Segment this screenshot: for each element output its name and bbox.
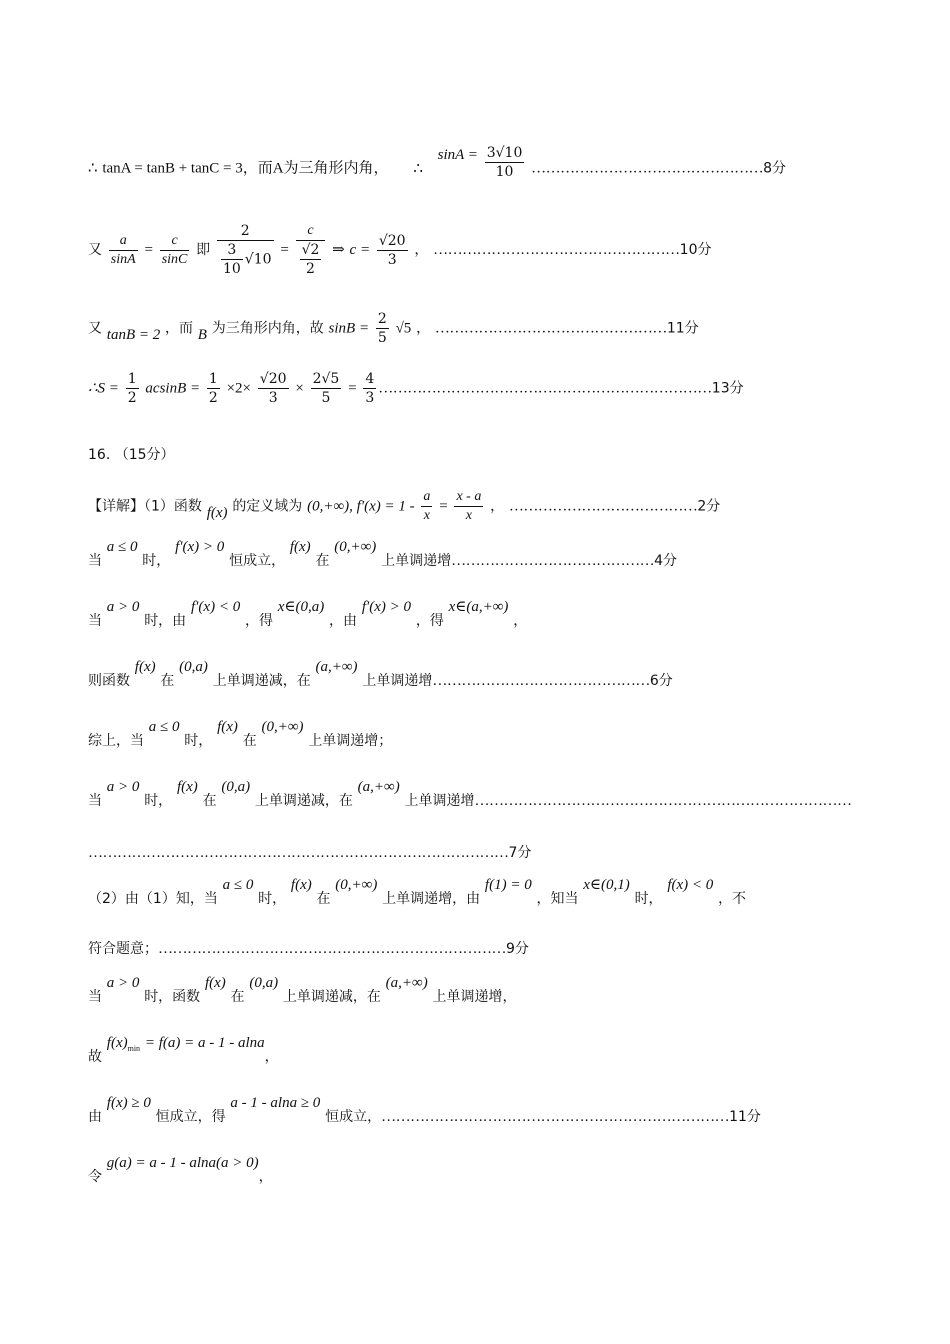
text: 在 <box>242 733 257 749</box>
text: 上单调递增 <box>362 673 433 689</box>
den: 2 <box>127 390 137 406</box>
fraction <box>258 370 289 407</box>
math: tanB = 2 <box>106 326 161 343</box>
math: (0,a) <box>221 779 251 795</box>
comma: ， <box>490 498 505 515</box>
text: 上单调递减，在 <box>282 989 381 1005</box>
fraction <box>377 232 408 269</box>
text: ，得 <box>415 613 444 629</box>
comma: ， <box>416 320 431 337</box>
score: 2分 <box>697 498 721 515</box>
math: f(x) <box>217 719 238 735</box>
text: 当 <box>88 613 102 629</box>
text: 在 <box>230 989 245 1005</box>
text: ，由 <box>329 613 358 629</box>
text: 恒成立， <box>229 553 286 569</box>
dots: ……………………………………… <box>432 673 650 689</box>
dots: …………………………………………………………………………… <box>88 845 509 861</box>
math: f(x) <box>176 779 198 795</box>
text: ，而 <box>165 320 194 337</box>
den: 5 <box>377 330 387 346</box>
dots: ………………………………………… <box>531 160 764 177</box>
fraction <box>296 222 326 278</box>
num: √20 <box>259 371 287 387</box>
math: a > 0 <box>106 779 140 795</box>
text: ，不 <box>718 891 747 907</box>
text: 由 <box>88 1109 102 1125</box>
line-10 <box>88 719 393 751</box>
math: f′(x) < 0 <box>190 599 241 615</box>
num: 1 <box>208 371 218 387</box>
text: 时， <box>142 553 171 569</box>
num: 4 <box>365 371 375 387</box>
line-13 <box>88 877 747 909</box>
fraction <box>221 241 243 278</box>
text: 综上，当 <box>88 733 144 749</box>
math: sinA = <box>437 146 478 163</box>
score: 10分 <box>679 242 712 258</box>
text: 时， <box>634 891 663 907</box>
den: 3 <box>365 390 375 406</box>
line-4 <box>88 370 744 407</box>
num: 2 <box>377 311 387 327</box>
text: 时， <box>144 793 173 809</box>
score: 4分 <box>654 553 678 569</box>
question-number: 16. （15分） <box>88 447 175 463</box>
comma: ， <box>264 1049 279 1065</box>
math: x∈(0,a) <box>277 599 325 615</box>
den: 2 <box>208 390 218 406</box>
den <box>217 241 274 278</box>
line-1 <box>88 145 787 187</box>
math: g(a) = a - 1 - alna(a > 0) <box>106 1155 259 1171</box>
num: 2 <box>217 222 274 241</box>
text: 在 <box>202 793 217 809</box>
math: (a,+∞) <box>385 975 428 991</box>
text: 时，函数 <box>144 989 201 1005</box>
sqrt: √10 <box>244 251 272 268</box>
line-14 <box>88 938 529 959</box>
math: c = <box>349 242 371 258</box>
therefore: ∴ <box>88 160 98 177</box>
math: a ≤ 0 <box>148 719 180 735</box>
text: 则函数 <box>88 673 130 689</box>
line-18 <box>88 1155 273 1187</box>
fraction <box>126 370 139 407</box>
score: 13分 <box>711 380 744 397</box>
eq: = <box>144 242 153 258</box>
math: f(x) <box>204 975 226 991</box>
comma: ， <box>513 613 528 629</box>
num: c <box>160 232 190 251</box>
math: = f(a) = a - 1 - alna <box>144 1035 265 1051</box>
dots: ……………………………………………………………… <box>381 1109 730 1125</box>
text: 上单调递增 <box>381 553 452 569</box>
eq: = <box>280 242 289 258</box>
fraction <box>421 488 432 525</box>
score: 11分 <box>666 320 699 337</box>
fraction <box>311 370 342 407</box>
den: x <box>465 508 472 523</box>
math: ×2× <box>226 380 252 397</box>
text: 上单调递增 <box>404 793 475 809</box>
num: √2 <box>301 242 320 258</box>
line-15 <box>88 975 517 1007</box>
fraction <box>160 232 190 269</box>
math: (a,+∞) <box>357 779 400 795</box>
math: a > 0 <box>106 599 140 615</box>
text: 恒成立，得 <box>155 1109 226 1125</box>
dots: ………………………………………… <box>434 320 667 337</box>
fraction <box>376 310 389 347</box>
text: 当 <box>88 793 102 809</box>
text: 上单调递增， <box>432 989 517 1005</box>
num: 3 <box>221 241 243 260</box>
den: 10 <box>495 164 514 180</box>
dots: …………………………………………………………… <box>378 380 712 397</box>
math: x∈(a,+∞) <box>448 599 509 615</box>
math: (0,a) <box>249 975 279 991</box>
den: x <box>423 508 431 523</box>
text: 在 <box>315 553 330 569</box>
math: f(x) <box>290 877 312 893</box>
line-2 <box>88 222 711 278</box>
line-12 <box>88 842 531 863</box>
num: 1 <box>127 371 137 387</box>
text: 上单调递减，在 <box>212 673 311 689</box>
text: ，得 <box>244 613 273 629</box>
num: √20 <box>378 232 406 249</box>
sqrt: √5 <box>395 320 412 337</box>
score: 8分 <box>763 160 787 177</box>
den: 3 <box>268 390 278 406</box>
math: (0,+∞), f′(x) = 1 - <box>307 498 415 515</box>
den: sinC <box>161 251 188 267</box>
math: f′(x) > 0 <box>175 539 225 555</box>
eq: = <box>348 380 357 397</box>
text: tanA = tanB + tanC = 3，而A为三角形内角， <box>102 160 389 177</box>
fraction <box>109 232 138 269</box>
text: 即 <box>196 242 211 258</box>
math: f(x) ≥ 0 <box>106 1095 151 1111</box>
line-9 <box>88 659 673 691</box>
fraction <box>363 370 376 407</box>
text: 又 <box>88 320 102 337</box>
math: a > 0 <box>106 975 140 991</box>
subscript: min <box>127 1044 141 1053</box>
line-3 <box>88 310 699 347</box>
math: f(x) < 0 <box>667 877 714 893</box>
fraction <box>454 488 483 525</box>
math: f(x) <box>106 1035 128 1051</box>
comma: ， <box>414 242 429 258</box>
arrow: ⇒ <box>332 242 345 258</box>
text: 上单调递增； <box>308 733 393 749</box>
text: 故 <box>88 1049 102 1065</box>
den: 2 <box>306 261 315 277</box>
num: c <box>296 222 326 241</box>
compound-fraction <box>217 222 274 278</box>
text: ，知当 <box>536 891 579 907</box>
text: 的定义域为 <box>232 498 303 515</box>
num: 3√10 <box>486 145 523 161</box>
math: f′(x) > 0 <box>361 599 412 615</box>
math: ∴S = <box>88 380 119 397</box>
math: f(x) <box>289 539 311 555</box>
dots: …………………………………… <box>451 553 655 569</box>
text: 恒成立， <box>325 1109 382 1125</box>
num: a <box>421 488 432 507</box>
text: 当 <box>88 989 102 1005</box>
den: 3 <box>387 251 397 268</box>
den <box>296 241 326 278</box>
math: acsinB = <box>145 380 201 397</box>
dots: ………………………………… <box>508 498 698 515</box>
text: （2）由（1）知，当 <box>88 891 218 907</box>
comma: ， <box>258 1169 273 1185</box>
den: 10 <box>222 261 241 277</box>
text: 当 <box>88 553 102 569</box>
math: B <box>197 326 207 343</box>
math-group <box>107 1033 265 1051</box>
dots: …………………………………………… <box>433 242 680 258</box>
math: f(x) <box>206 504 228 521</box>
text: 【详解】（1）函数 <box>88 498 202 515</box>
line-7 <box>88 539 678 571</box>
text: 时， <box>184 733 213 749</box>
score: 11分 <box>729 1109 761 1125</box>
math: (0,+∞) <box>261 719 304 735</box>
dots: …………………………………………………………………… <box>474 793 852 809</box>
text: 为三角形内角，故 <box>211 320 324 337</box>
den: 5 <box>321 390 331 406</box>
math: a ≤ 0 <box>106 539 138 555</box>
math: f(1) = 0 <box>484 877 532 893</box>
therefore: ∴ <box>413 160 423 177</box>
math: x∈(0,1) <box>583 877 630 893</box>
score: 6分 <box>649 673 673 689</box>
fraction <box>207 370 220 407</box>
math: a ≤ 0 <box>222 877 254 893</box>
math: (0,+∞) <box>335 877 378 893</box>
line-16 <box>88 1035 279 1073</box>
text: 在 <box>316 891 331 907</box>
score: 9分 <box>506 941 529 957</box>
math: (0,+∞) <box>334 539 377 555</box>
text: 上单调递减，在 <box>254 793 353 809</box>
math: a - 1 - alna ≥ 0 <box>230 1095 321 1111</box>
text: 在 <box>160 673 175 689</box>
times: × <box>295 380 304 397</box>
line-8 <box>88 599 528 631</box>
text: 上单调递增，由 <box>382 891 481 907</box>
eq: = <box>439 498 448 515</box>
line-17 <box>88 1095 761 1127</box>
line-5 <box>88 444 175 465</box>
den: sinA <box>110 251 136 267</box>
num: 2√5 <box>312 371 340 387</box>
fraction <box>300 241 322 278</box>
line-11 <box>88 779 852 811</box>
text: 符合题意； <box>88 941 158 957</box>
math: f(x) <box>134 659 156 675</box>
text: 时，由 <box>144 613 187 629</box>
text: 时， <box>258 891 287 907</box>
num: a <box>109 232 138 251</box>
math: (a,+∞) <box>315 659 358 675</box>
text: 令 <box>88 1169 102 1185</box>
num: x - a <box>454 488 483 507</box>
math: sinB = <box>328 320 370 337</box>
text: 又 <box>88 242 102 258</box>
score: 7分 <box>508 845 532 861</box>
line-6 <box>88 488 720 525</box>
math: (0,a) <box>179 659 208 675</box>
dots: ……………………………………………………………… <box>158 941 506 957</box>
fraction <box>485 144 525 181</box>
